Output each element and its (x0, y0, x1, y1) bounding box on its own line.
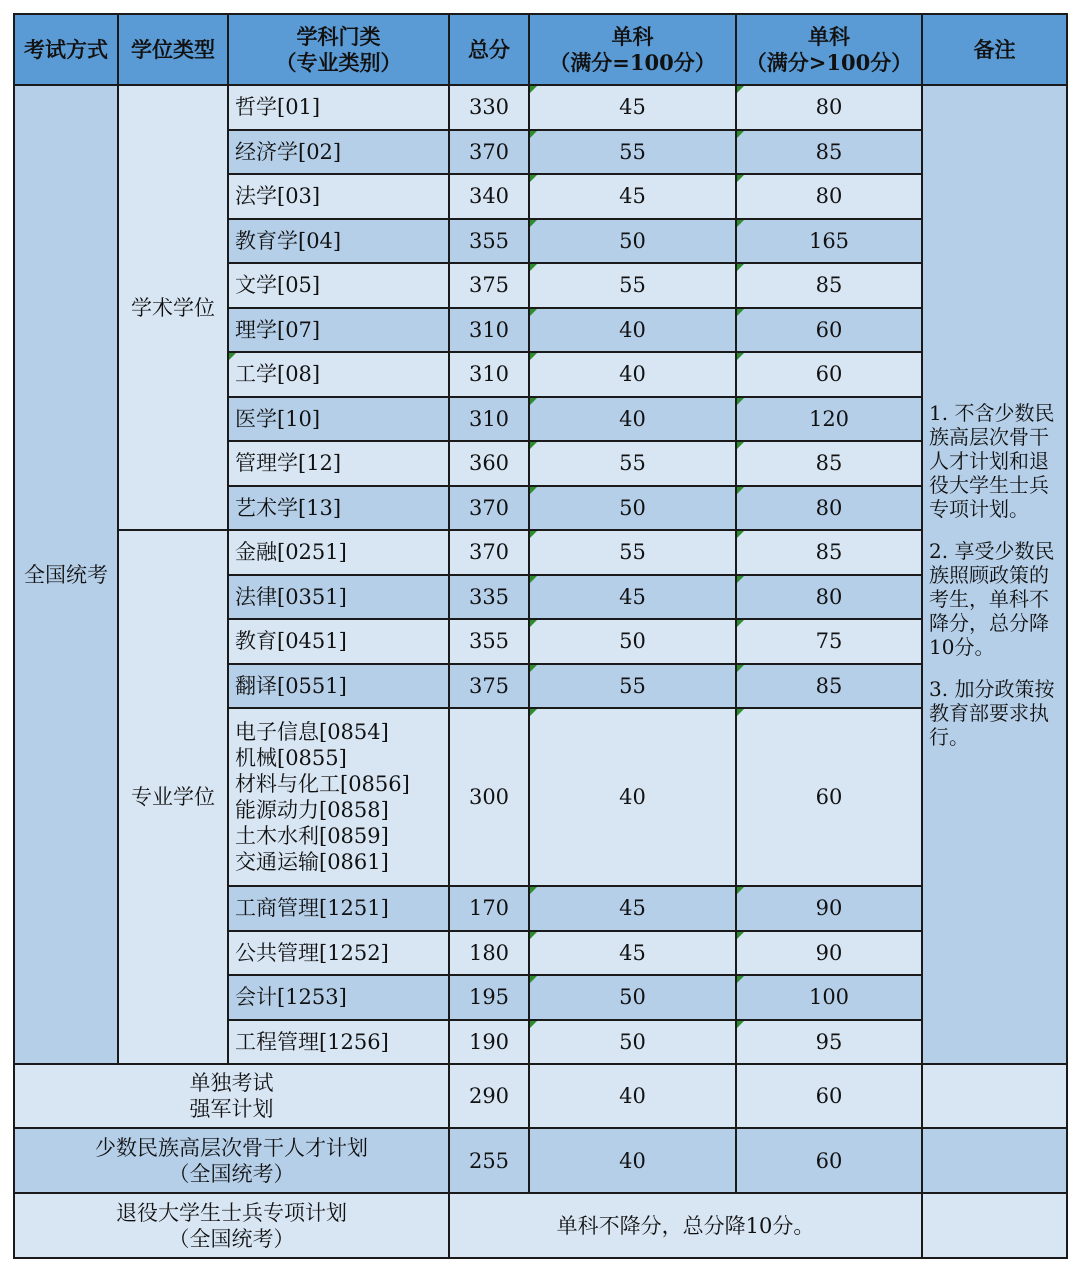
subject-cell: 工商管理[1251] (228, 886, 449, 931)
single-over-100-cell: 80 (736, 174, 922, 219)
single-over-100-cell: 95 (736, 1020, 922, 1065)
total-score-cell: 375 (449, 664, 529, 709)
single-100-cell: 50 (529, 486, 736, 531)
degree-type-professional: 专业学位 (118, 530, 228, 1064)
single-100-cell: 40 (529, 397, 736, 442)
single-100-cell: 45 (529, 575, 736, 620)
special-row-veteran (14, 1193, 1067, 1258)
single-over-100-cell: 60 (736, 352, 922, 397)
total-score-cell: 370 (449, 486, 529, 531)
single-100-cell: 40 (529, 708, 736, 886)
subject-cell: 金融[0251] (228, 530, 449, 575)
total-score-cell: 375 (449, 263, 529, 308)
remark-item: 1. 不含少数民族高层次骨干人才计划和退役大学生士兵专项计划。 (929, 400, 1055, 521)
single-100-cell: 50 (529, 219, 736, 264)
single-over-100-cell: 75 (736, 619, 922, 664)
single-over-100-cell: 85 (736, 664, 922, 709)
single-100-cell: 55 (529, 530, 736, 575)
single-100-cell: 45 (529, 886, 736, 931)
single-100-cell: 45 (529, 174, 736, 219)
subject-cell: 翻译[0551] (228, 664, 449, 709)
single-100-cell: 55 (529, 263, 736, 308)
table-row (14, 85, 1067, 130)
special-plan-label: 单独考试 强军计划 (14, 1064, 449, 1128)
subject-cell: 工程管理[1256] (228, 1020, 449, 1065)
total-score-cell: 195 (449, 975, 529, 1020)
header-subject: 学科门类 （专业类别） (228, 14, 449, 85)
single-over-100-cell: 60 (736, 1128, 922, 1193)
total-score-cell: 290 (449, 1064, 529, 1128)
total-score-cell: 255 (449, 1128, 529, 1193)
total-score-cell: 330 (449, 85, 529, 130)
total-score-cell: 310 (449, 397, 529, 442)
special-row-minority (14, 1128, 1067, 1193)
special-remark-empty (922, 1128, 1067, 1193)
single-100-cell: 50 (529, 975, 736, 1020)
single-100-cell: 55 (529, 130, 736, 175)
special-plan-label: 退役大学生士兵专项计划 （全国统考） (14, 1193, 449, 1258)
total-score-cell: 340 (449, 174, 529, 219)
single-over-100-cell: 85 (736, 441, 922, 486)
header-total: 总分 (449, 14, 529, 85)
single-100-cell: 40 (529, 352, 736, 397)
subject-cell: 公共管理[1252] (228, 931, 449, 976)
single-over-100-cell: 85 (736, 530, 922, 575)
single-over-100-cell: 80 (736, 575, 922, 620)
special-row-standalone (14, 1064, 1067, 1128)
header-single-over-100: 单科 （满分>100分） (736, 14, 922, 85)
single-over-100-cell: 120 (736, 397, 922, 442)
subject-cell: 法学[03] (228, 174, 449, 219)
single-over-100-cell: 80 (736, 486, 922, 531)
single-over-100-cell: 80 (736, 85, 922, 130)
remark-item: 3. 加分政策按教育部要求执行。 (929, 676, 1055, 749)
header-remarks: 备注 (922, 14, 1067, 85)
subject-cell: 会计[1253] (228, 975, 449, 1020)
total-score-cell: 355 (449, 619, 529, 664)
subject-cell: 哲学[01] (228, 85, 449, 130)
veteran-note: 单科不降分，总分降10分。 (449, 1193, 922, 1258)
single-100-cell: 40 (529, 1064, 736, 1128)
subject-cell: 工学[08] (228, 352, 449, 397)
special-plan-label: 少数民族高层次骨干人才计划 （全国统考） (14, 1128, 449, 1193)
single-100-cell: 50 (529, 1020, 736, 1065)
table-row (14, 530, 1067, 575)
single-over-100-cell: 60 (736, 708, 922, 886)
subject-cell: 法律[0351] (228, 575, 449, 620)
subject-cell: 教育[0451] (228, 619, 449, 664)
subject-cell: 电子信息[0854] 机械[0855] 材料与化工[0856] 能源动力[0858] 土木水利[0859] 交通运输[0861] (228, 708, 449, 886)
total-score-cell: 335 (449, 575, 529, 620)
total-score-cell: 170 (449, 886, 529, 931)
total-score-cell: 300 (449, 708, 529, 886)
subject-cell: 文学[05] (228, 263, 449, 308)
single-over-100-cell: 90 (736, 931, 922, 976)
single-over-100-cell: 60 (736, 308, 922, 353)
remarks-cell (922, 85, 1067, 1064)
single-100-cell: 40 (529, 308, 736, 353)
single-over-100-cell: 90 (736, 886, 922, 931)
header-row (14, 14, 1067, 85)
subject-cell: 理学[07] (228, 308, 449, 353)
header-degree-type: 学位类型 (118, 14, 228, 85)
single-100-cell: 45 (529, 931, 736, 976)
single-100-cell: 55 (529, 441, 736, 486)
remark-item: 2. 享受少数民族照顾政策的考生，单科不降分，总分降10分。 (929, 538, 1055, 659)
header-exam-mode: 考试方式 (14, 14, 118, 85)
total-score-cell: 355 (449, 219, 529, 264)
total-score-cell: 310 (449, 352, 529, 397)
total-score-cell: 370 (449, 530, 529, 575)
total-score-cell: 370 (449, 130, 529, 175)
single-over-100-cell: 60 (736, 1064, 922, 1128)
total-score-cell: 360 (449, 441, 529, 486)
total-score-cell: 190 (449, 1020, 529, 1065)
subject-cell: 教育学[04] (228, 219, 449, 264)
subject-cell: 经济学[02] (228, 130, 449, 175)
single-over-100-cell: 100 (736, 975, 922, 1020)
admission-score-table (13, 13, 1068, 1259)
total-score-cell: 180 (449, 931, 529, 976)
total-score-cell: 310 (449, 308, 529, 353)
single-over-100-cell: 165 (736, 219, 922, 264)
subject-cell: 管理学[12] (228, 441, 449, 486)
header-single-100: 单科 （满分=100分） (529, 14, 736, 85)
single-over-100-cell: 85 (736, 130, 922, 175)
special-remark-empty (922, 1064, 1067, 1128)
degree-type-academic: 学术学位 (118, 85, 228, 530)
exam-mode-cell: 全国统考 (14, 85, 118, 1064)
single-100-cell: 45 (529, 85, 736, 130)
single-100-cell: 40 (529, 1128, 736, 1193)
subject-cell: 艺术学[13] (228, 486, 449, 531)
single-100-cell: 50 (529, 619, 736, 664)
subject-cell: 医学[10] (228, 397, 449, 442)
special-remark-empty (922, 1193, 1067, 1258)
single-over-100-cell: 85 (736, 263, 922, 308)
single-100-cell: 55 (529, 664, 736, 709)
